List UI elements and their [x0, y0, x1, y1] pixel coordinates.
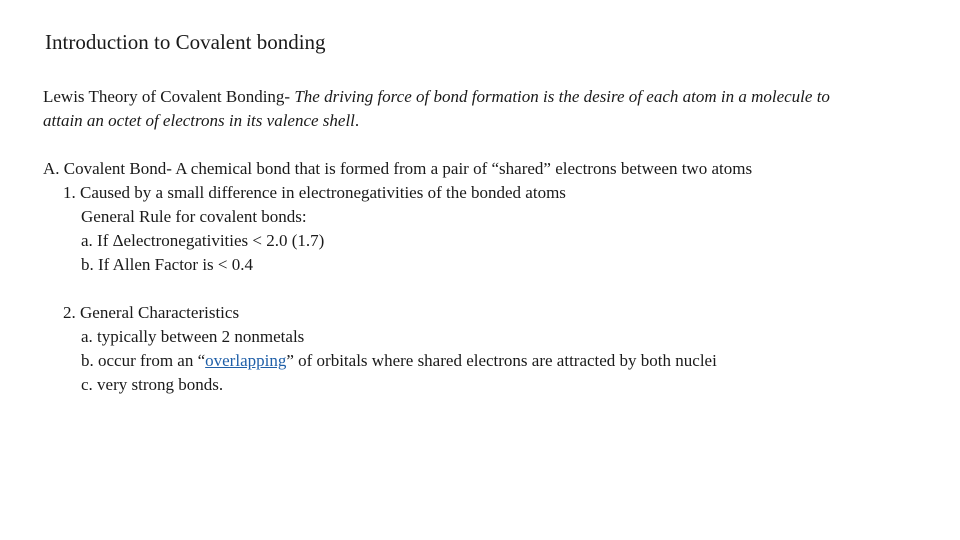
overlapping-link[interactable]: overlapping [205, 351, 287, 370]
lewis-theory-period: . [354, 111, 360, 130]
general-characteristics-heading: 2. General Characteristics [63, 303, 240, 322]
slide-title: Introduction to Covalent bonding [45, 30, 326, 54]
characteristic-overlapping [43, 349, 873, 373]
slide-body [43, 85, 873, 397]
overlap-text-pre: b. occur from an “ [81, 351, 206, 370]
overlap-text-post: ” of orbitals where shared electrons are attracted by both nuclei [286, 351, 717, 370]
covalent-bond-definition: A. Covalent Bond- A chemical bond that is formed from a pair of “shared” electrons between two atoms [43, 159, 753, 178]
lewis-theory-paragraph [43, 85, 873, 133]
characteristic-nonmetals: a. typically between 2 nonmetals [81, 327, 305, 346]
lewis-theory-label: Lewis Theory of Covalent Bonding- [43, 87, 295, 106]
spacer [43, 133, 873, 157]
cause-item: 1. Caused by a small difference in electronegativities of the bonded atoms [63, 183, 566, 202]
general-rule-heading: General Rule for covalent bonds: [81, 207, 307, 226]
spacer [43, 277, 873, 301]
rule-allen-factor: b. If Allen Factor is < 0.4 [81, 255, 254, 274]
lewis-theory-definition: The driving force of bond formation is the desire of each atom in a molecule to attain an octet of electrons in its valence shell [43, 87, 830, 130]
rule-electronegativity: a. If Δelectronegativities < 2.0 (1.7) [81, 231, 325, 250]
characteristic-strong-bonds: c. very strong bonds. [81, 375, 224, 394]
